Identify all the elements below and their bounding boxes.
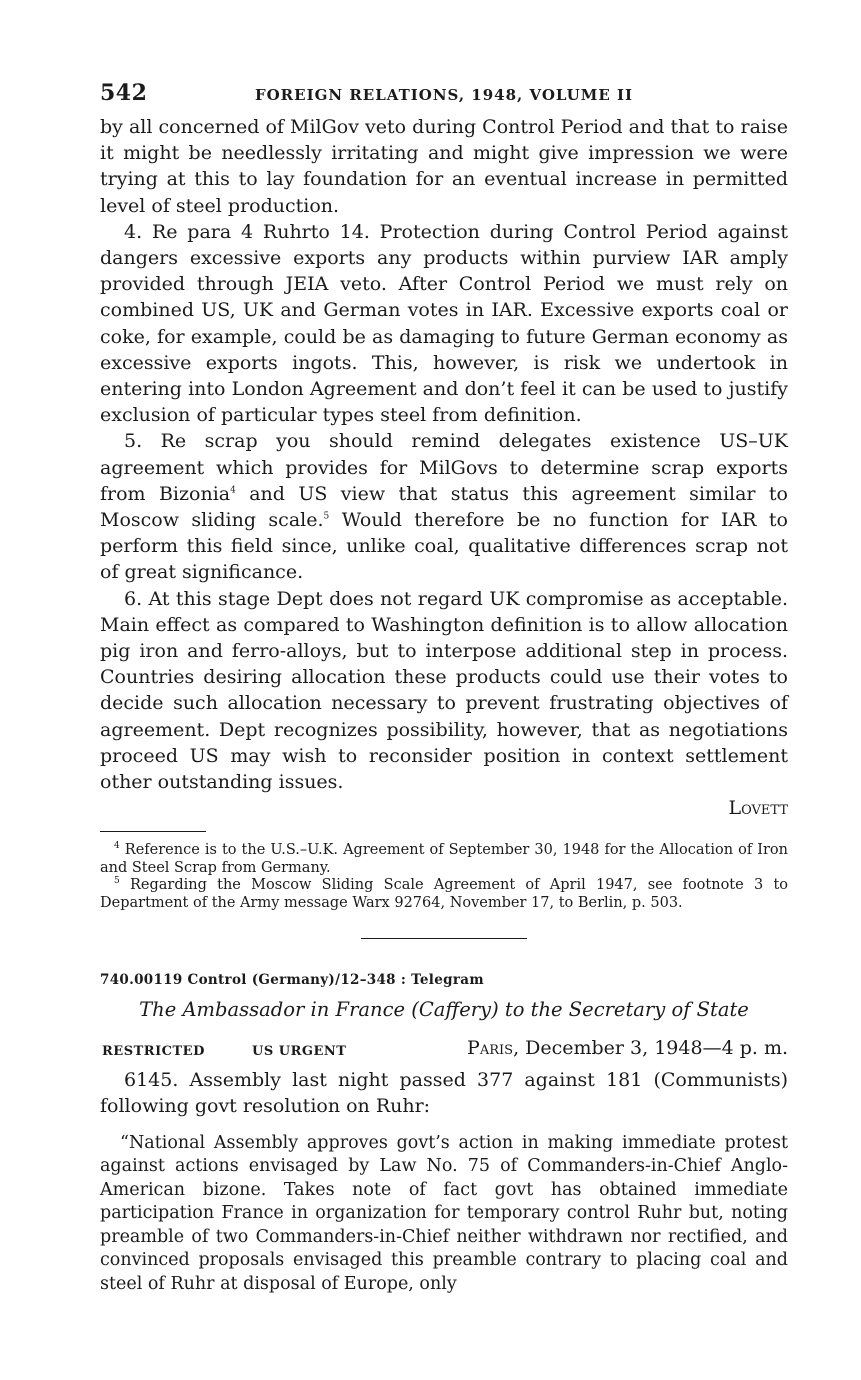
place-and-time [467,1037,788,1059]
footnote-divider [100,831,206,832]
paragraph-6: 6. At this stage Dept does not regard UK compromise as acceptable. Main effect as compared to Washington definition is to allow allocation pig iron and ferro-alloys, but to interpose additional step in process. Countries desiring allocation these products could use their votes to decide such allocation necessary to prevent frustrating objectives of agreement. Dept recognizes possibility, however, that as negotiations proceed US may wish to reconsider position in context settlement other outstanding issues. [100,587,788,794]
resolution-quote: “National Assembly approves govt’s action in making immediate protest against actions envisaged by Law No. 75 of Commanders-in-Chief Anglo-American bizone. Takes note of fact govt has obtained immediate participation France in organization for temporary control Ruhr but, noting preamble of two Commanders-in-Chief neither withdrawn nor rectified, and convinced proposals envisaged this preamble contrary to placing coal and steel of Ruhr at disposal of Europe, only [100,1132,788,1294]
telegram-opening: 6145. Assembly last night passed 377 against 181 (Communists) following govt resolution on Ruhr: [100,1069,788,1118]
document-page [100,80,788,1296]
paragraph-5-part-b: and US view that status this agreement similar to Moscow sliding scale. [100,482,788,532]
document-heading: The Ambassador in France (Caffery) to the Secretary of State [139,998,749,1022]
running-head [100,80,788,114]
paragraph-5-part-a: 5. Re scrap you should remind delegates existence US–UK agreement which provides for MilGovs to determine scrap exports from Bizonia [100,430,788,505]
footnote-4 [100,842,788,877]
date-time: , December 3, 1948—4 p. m. [513,1037,788,1060]
footnote-number: 4 [114,841,120,852]
paragraph-5-part-c: Would therefore be no function for IAR to perform this field since, unlike coal, qualitative differences scrap not of great significance. [100,509,788,584]
classification-label: RESTRICTED [102,1044,205,1060]
file-reference: 740.00119 Control (Germany)/12–348 : Telegram [100,972,484,989]
footnote-number: 5 [114,876,120,887]
footnote-ref-5: 5 [323,511,330,522]
signature: Lovett [728,797,788,820]
footnote-5 [100,877,788,912]
paragraph-5 [100,428,788,585]
footnote-text: Regarding the Moscow Sliding Scale Agreement of April 1947, see footnote 3 to Department of the Army message Warx 92764, November 17, to Berlin, p. 503. [100,877,788,911]
dateline [100,1037,788,1065]
paragraph-4: 4. Re para 4 Ruhrto 14. Protection during Control Period against dangers excessive exports any products within purview IAR amply provided through JEIA veto. After Control Period we must rely on combined US, UK and German votes in IAR. Excessive exports coal or coke, for example, could be as damaging to future German economy as excessive exports ingots. This, however, is risk we undertook in entering into London Agreement and don’t feel it can be used to justify exclusion of particular types steel from definition. [100,220,788,427]
paragraph-continuation: by all concerned of MilGov veto during Control Period and that to raise it might be needlessly irritating and might give impression we were trying at this to lay foundation for an eventual increase in permitted level of steel production. [100,116,788,217]
place-name: Paris [467,1037,514,1060]
running-head-title: FOREIGN RELATIONS, 1948, VOLUME II [254,86,634,104]
section-divider [361,938,527,939]
precedence-label: US URGENT [252,1044,347,1060]
footnote-ref-4: 4 [230,485,236,496]
footnote-text: Reference is to the U.S.–U.K. Agreement of September 30, 1948 for the Allocation of Iron and Steel Scrap from Germany. [100,842,788,876]
page-number: 542 [100,80,148,106]
